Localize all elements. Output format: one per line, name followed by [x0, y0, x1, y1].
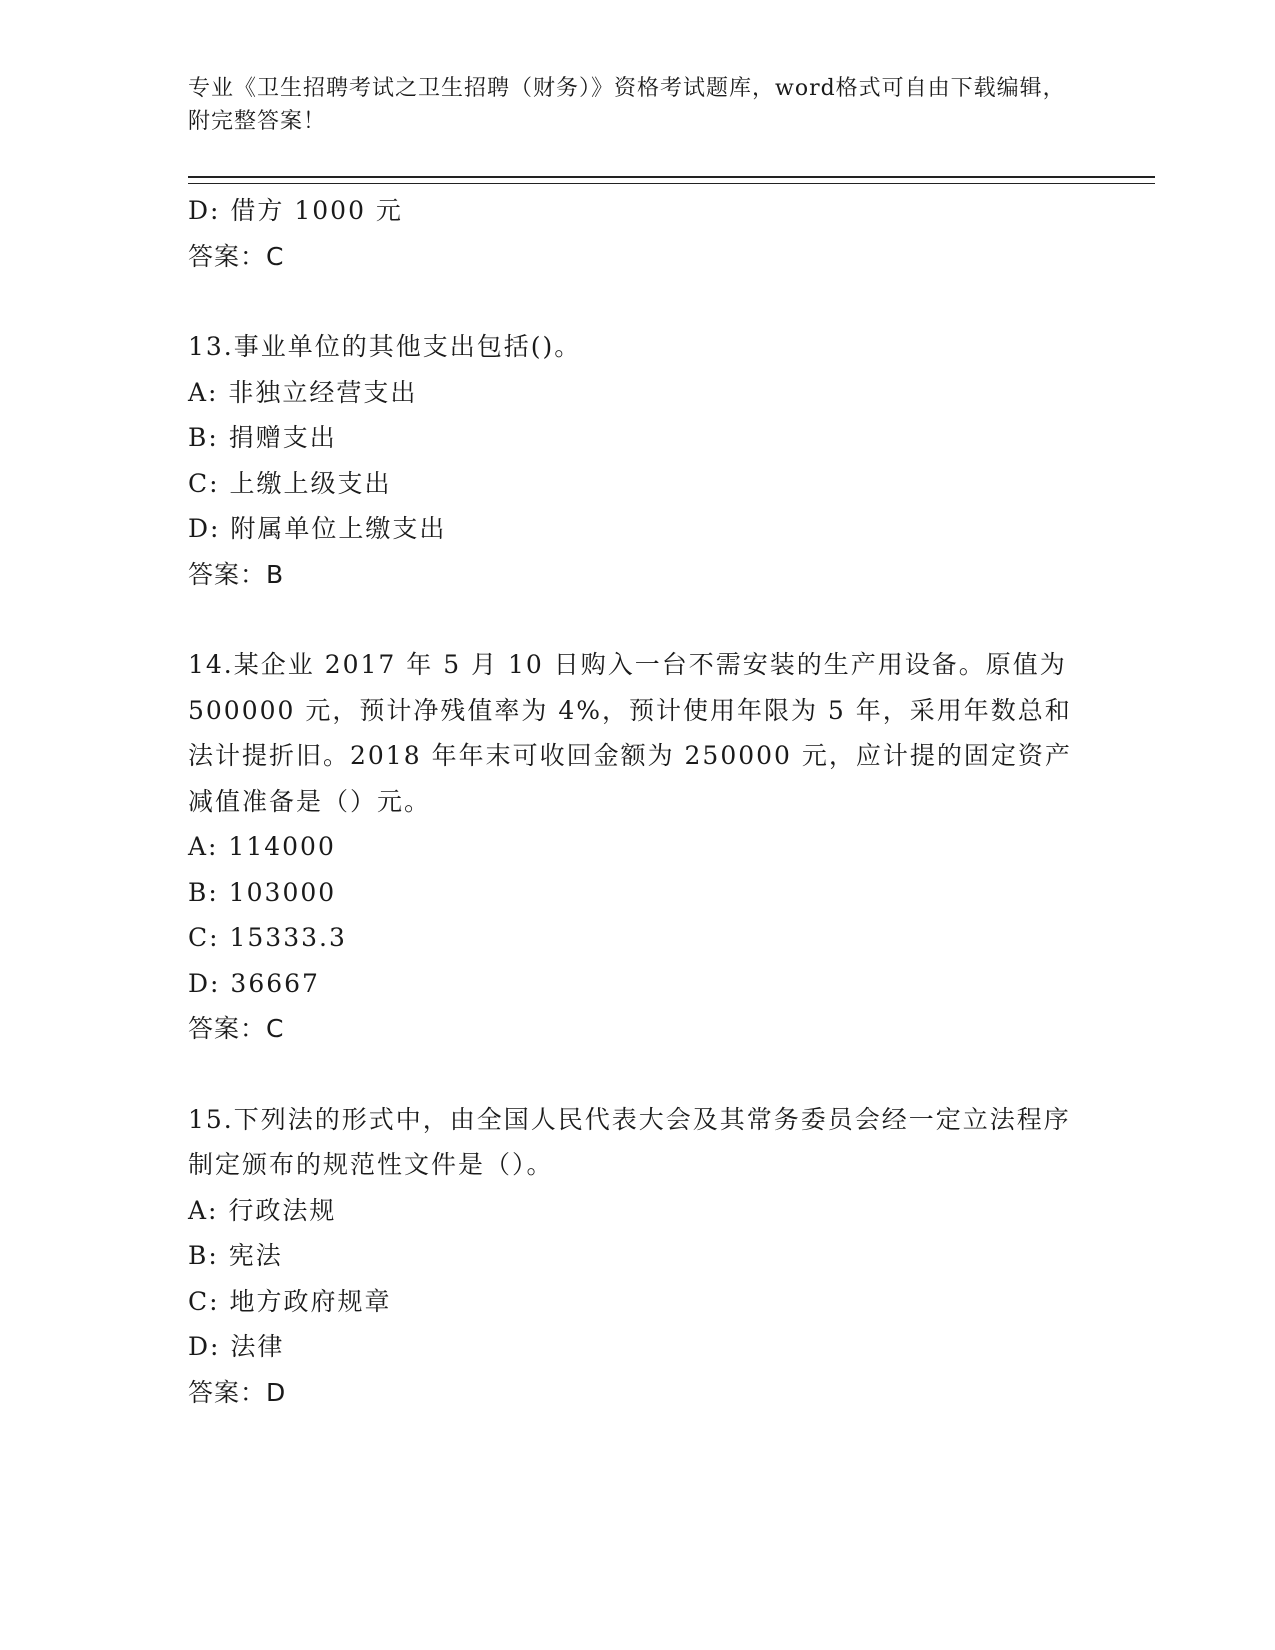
option-a: A: 非独立经营支出	[188, 377, 418, 407]
option-b: B: 宪法	[188, 1241, 283, 1270]
question-14	[188, 642, 1088, 1052]
option-d: D: 附属单位上缴支出	[188, 514, 447, 543]
spacer	[188, 597, 1088, 642]
option-c: C: 地方政府规章	[188, 1286, 392, 1316]
option-d: D: 借方 1000 元	[188, 196, 403, 225]
previous-question-tail	[188, 188, 1088, 279]
question-stem: 15.下列法的形式中，由全国人民代表大会及其常务委员会经一定立法程序制定颁布的规范性文件是（）。	[188, 1104, 1071, 1179]
spacer	[188, 279, 1088, 324]
page-header: 专业《卫生招聘考试之卫生招聘（财务）》资格考试题库，word格式可自由下载编辑，附完整答案！	[188, 76, 1066, 134]
option-a: A: 114000	[188, 832, 336, 861]
option-a: A: 行政法规	[188, 1195, 337, 1225]
option-b: B: 103000	[188, 877, 337, 907]
header-divider-thin	[188, 183, 1155, 184]
question-13	[188, 324, 1088, 597]
option-b: B: 捐赠支出	[188, 423, 337, 452]
question-stem: 14.某企业 2017 年 5 月 10 日购入一台不需安装的生产用设备。原值为 500000 元，预计净残值率为 4%，预计使用年限为 5 年，采用年数总和法计提折旧。2018 年年末可收回金额为 250000 元，应计提的固定资产减值准备是（）元。	[188, 650, 1072, 816]
question-15	[188, 1097, 1088, 1416]
answer-label: 答案：C	[188, 241, 285, 271]
answer-label: 答案：D	[188, 1377, 287, 1407]
question-list	[188, 188, 1088, 1415]
option-d: D: 法律	[188, 1332, 285, 1361]
header-divider-thick	[188, 176, 1155, 178]
option-c: C: 上缴上级支出	[188, 468, 392, 498]
answer-label: 答案：C	[188, 1014, 285, 1043]
question-stem: 13.事业单位的其他支出包括()。	[188, 332, 582, 361]
answer-label: 答案：B	[188, 559, 285, 589]
option-c: C: 15333.3	[188, 923, 347, 952]
spacer	[188, 1052, 1088, 1097]
option-d: D: 36667	[188, 968, 320, 998]
